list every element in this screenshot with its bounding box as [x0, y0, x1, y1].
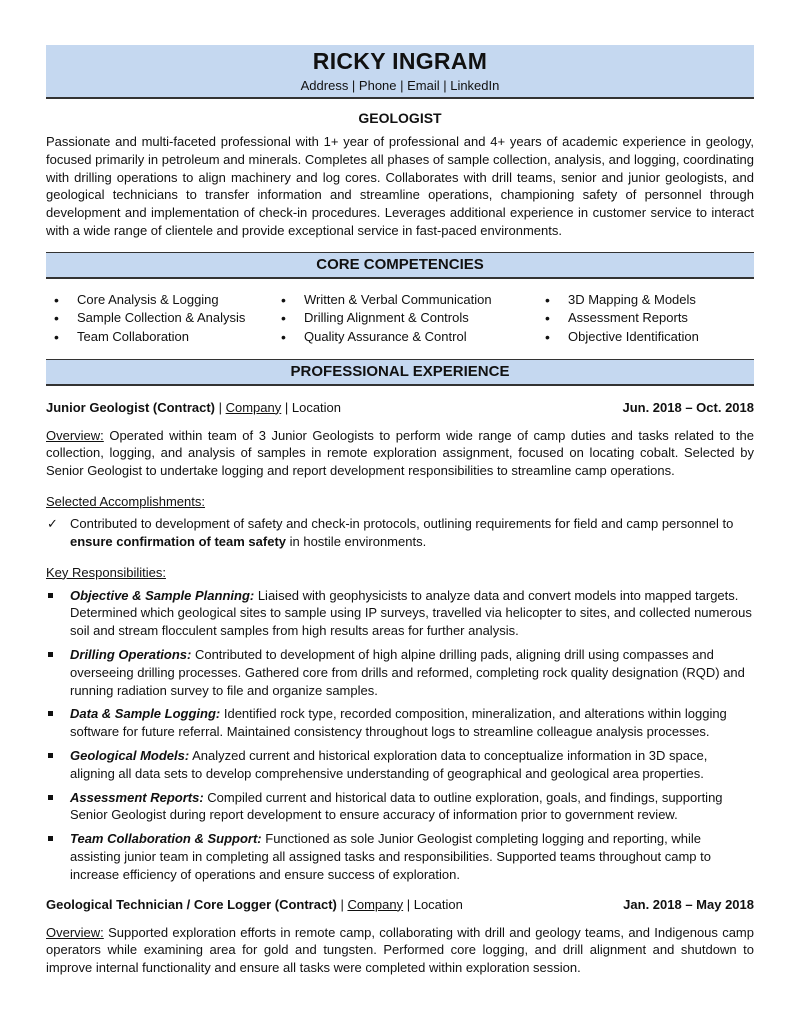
competencies-column-3: [537, 291, 754, 347]
competencies-grid: [46, 279, 754, 359]
competency-item: • Drilling Alignment & Controls: [273, 309, 537, 328]
responsibilities-label: Key Responsibilities:: [46, 564, 166, 580]
job-dates: Jan. 2018 – May 2018: [623, 896, 754, 912]
responsibility-lead: Objective & Sample Planning:: [70, 587, 255, 603]
job-entry: [46, 400, 754, 884]
competency-item: • Objective Identification: [537, 328, 754, 347]
section-heading-competencies: CORE COMPETENCIES: [46, 252, 754, 279]
responsibility-text: Compiled current and historical data to outline exploration, goals, and findings, supporting Senior Geologist during report development to ensure accuracy of information prior to government review.: [70, 789, 723, 823]
accomplishment-highlight: ensure confirmation of team safety: [70, 533, 286, 549]
responsibility-item: [46, 747, 754, 783]
competencies-column-2: [273, 291, 537, 347]
contact-line: Address | Phone | Email | LinkedIn: [300, 78, 500, 93]
responsibility-item: [46, 830, 754, 883]
accomplishments-label: Selected Accomplishments:: [46, 493, 205, 509]
responsibility-text: Functioned as sole Junior Geologist completing logging and reporting, while assisting junior team in completing all assigned tasks and responsibilities. Supported teams throughout camp to increase efficiency of operations and ensure success of exploration.: [70, 831, 711, 882]
competency-item: • Core Analysis & Logging: [46, 291, 273, 310]
job-heading-line: [46, 400, 341, 415]
separator: |: [281, 399, 292, 415]
overview-label: Overview:: [46, 427, 104, 443]
separator: |: [215, 399, 226, 415]
company-link[interactable]: Company: [347, 896, 404, 912]
square-bullet-icon: [48, 836, 53, 841]
responsibilities-list: [46, 587, 754, 884]
square-bullet-icon: [48, 795, 53, 800]
job-dates: Jun. 2018 – Oct. 2018: [622, 399, 754, 415]
overview-text: Supported exploration efforts in remote camp, collaborating with drill and geology teams, and Indigenous camp operators while examining area for gold and tungsten. Performed core logging, and drill alignment and shutdown to improve internal functionality and ensure all tasks were completed within exploration session.: [46, 924, 754, 976]
checkmark-icon: ✓: [47, 515, 58, 531]
square-bullet-icon: [48, 593, 53, 598]
overview-text: Operated within team of 3 Junior Geologists to perform wide range of camp duties and tasks related to the collection, logging, and analysis of samples in remote exploration assignment, focused on locating cobalt. Selected by Senior Geologist to undertake logging and report development responsibilities to streamline camp operations.: [46, 427, 754, 479]
accomplishment-text: Contributed to development of safety and check-in protocols, outlining requirements for field and camp personnel to: [70, 515, 734, 531]
competency-item: • 3D Mapping & Models: [537, 291, 754, 310]
responsibility-lead: Geological Models:: [70, 747, 190, 763]
job-overview: [46, 427, 754, 480]
responsibility-lead: Assessment Reports:: [70, 789, 204, 805]
competency-item: • Assessment Reports: [537, 309, 754, 328]
responsibility-lead: Data & Sample Logging:: [70, 706, 221, 722]
responsibility-lead: Team Collaboration & Support:: [70, 831, 262, 847]
overview-label: Overview:: [46, 924, 104, 940]
job-title-heading: GEOLOGIST: [358, 110, 442, 126]
company-link[interactable]: Company: [225, 399, 282, 415]
responsibility-item: [46, 789, 754, 825]
job-title: Geological Technician / Core Logger (Contract): [46, 896, 337, 912]
responsibility-text: Analyzed current and historical exploration data to conceptualize information in 3D space, aligning all data sets to develop comprehensive understanding of geographical and geological area properties.: [70, 747, 708, 781]
competency-item: • Sample Collection & Analysis: [46, 309, 273, 328]
job-location: Location: [291, 399, 342, 415]
job-header: [46, 400, 754, 415]
competency-item: • Team Collaboration: [46, 328, 273, 347]
section-heading-experience: PROFESSIONAL EXPERIENCE: [46, 359, 754, 386]
name-header: [46, 45, 754, 99]
responsibility-item: [46, 646, 754, 699]
separator: |: [403, 896, 414, 912]
resume-page: [46, 45, 754, 977]
job-location: Location: [413, 896, 463, 912]
accomplishment-item: [46, 515, 754, 551]
responsibility-item: [46, 705, 754, 741]
responsibility-text: Identified rock type, recorded composition, mineralization, and alterations within logging software for future referral. Maintained consistency throughout logs to streamline colleague analysis processes.: [70, 706, 727, 740]
job-heading-line: [46, 897, 463, 912]
accomplishment-text-end: in hostile environments.: [286, 533, 427, 549]
job-title: Junior Geologist (Contract): [46, 399, 215, 415]
job-header: [46, 897, 754, 912]
candidate-name: RICKY INGRAM: [312, 48, 488, 74]
square-bullet-icon: [48, 711, 53, 716]
separator: |: [336, 896, 348, 912]
square-bullet-icon: [48, 753, 53, 758]
job-overview: [46, 924, 754, 977]
square-bullet-icon: [48, 652, 53, 657]
accomplishments-list: [46, 515, 754, 551]
responsibility-item: [46, 587, 754, 640]
competency-item: • Written & Verbal Communication: [273, 291, 537, 310]
competency-item: • Quality Assurance & Control: [273, 328, 537, 347]
professional-summary: Passionate and multi-faceted professional with 1+ year of professional and 4+ years of academic experience in geology, focused primarily in petroleum and minerals. Completes all phases of sample collection, analysis, and logging, coordinating with drilling operations to align machinery and log cores. Collaborates with drill teams, senior and junior geologists, and geological technicians to transfer information and streamline operations, championing safety of personnel through development and implementation of check-in procedures. Leverages additional experience in customer service to interact with a wide range of clientele and provide exceptional service in fast-paced environments.: [46, 134, 754, 238]
job-entry: [46, 897, 754, 977]
responsibility-text: Contributed to development of high alpine drilling pads, aligning drill using compasses and overseeing drilling processes. Gathered core from drills and reformed, completing rock quality designation (RQD) and running radiation survey to file and organize samples.: [70, 646, 745, 698]
responsibility-lead: Drilling Operations:: [70, 646, 192, 662]
responsibility-text: Liaised with geophysicists to analyze data and convert models into mapped targets. Determined which geological sites to sample using IP surveys, travelled via helicopter to sites, and collected numerous soil and stream flocculent samples from high results areas for further analysis.: [70, 587, 752, 639]
competencies-column-1: [46, 291, 273, 347]
